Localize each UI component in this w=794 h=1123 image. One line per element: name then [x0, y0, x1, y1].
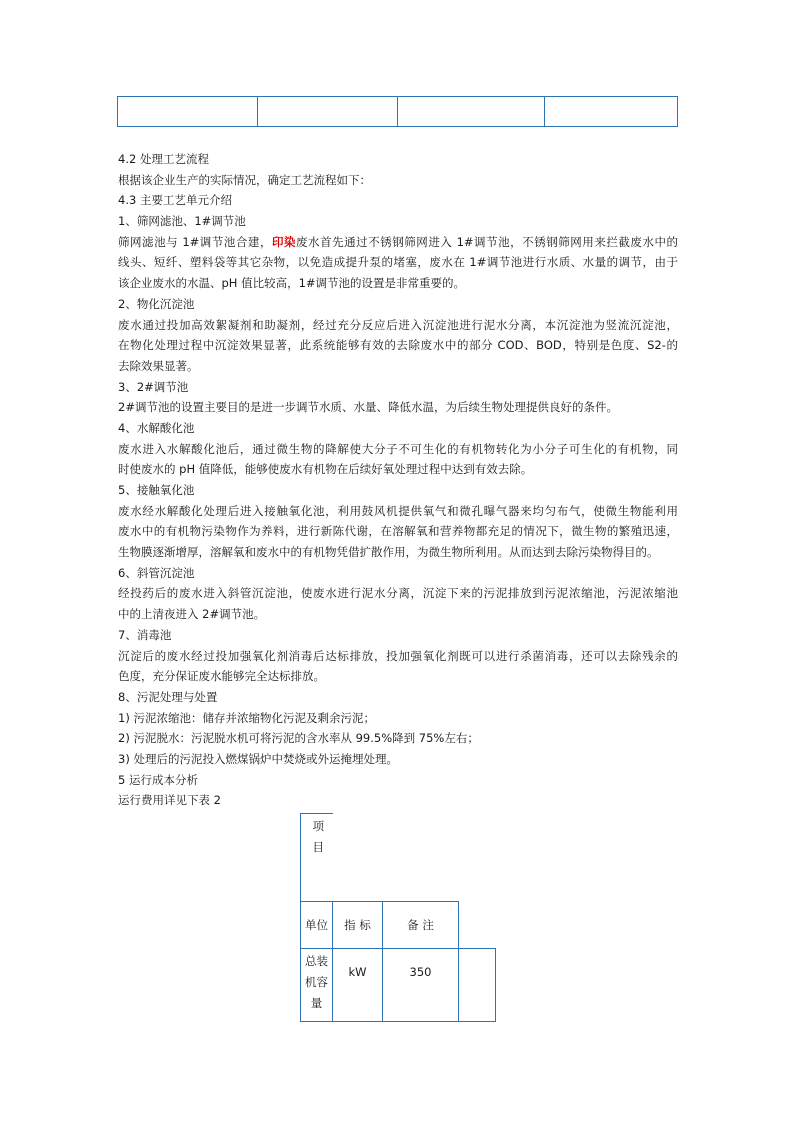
top-table-cell [397, 97, 545, 127]
table-row-label: 总装 机容 量 [301, 949, 333, 1022]
text-line: 2、物化沉淀池 [118, 296, 195, 311]
text-line: 在物化处理过程中沉淀效果显著，此系统能够有效的去除废水中的部分 COD、BOD，特别是色度、S2-的 [118, 338, 678, 353]
text-line: 4、水解酸化池 [118, 420, 195, 435]
text-line: 7、消毒池 [118, 627, 172, 642]
text-segment: 筛网滤池与 1#调节池合建， [118, 234, 272, 249]
table-col-note: 备 注 [383, 902, 459, 949]
table-row-extra [459, 949, 496, 1022]
text-line: 2) 污泥脱水：污泥脱水机可将污泥的含水率从 99.5%降到 75%左右； [118, 731, 479, 746]
text-line: 废水通过投加高效絮凝剂和助凝剂，经过充分反应后进入沉淀池进行泥水分离，本沉淀池为竖流沉淀池， [118, 317, 678, 332]
table-header-item: 项 目 [301, 814, 333, 902]
text-line [118, 232, 678, 253]
text-line: 时使废水的 pH 值降低，能够使废水有机物在后续好氧处理过程中达到有效去除。 [118, 462, 533, 477]
text-line: 1、筛网滤池、1#调节池 [118, 214, 246, 229]
table-row-value: 350 [383, 949, 459, 1022]
text-line: 3、2#调节池 [118, 379, 189, 394]
highlighted-term: 印染 [271, 234, 297, 249]
document-body [118, 149, 678, 811]
table-row-unit: kW [333, 949, 383, 1022]
top-table [117, 96, 678, 127]
text-line: 沉淀后的废水经过投加强氧化剂消毒后达标排放，投加强氧化剂既可以进行杀菌消毒，还可以去除残余的 [118, 648, 678, 663]
text-segment: 废水首先通过不锈钢筛网进入 1#调节池，不锈钢筛网用来拦截废水中的 [296, 234, 678, 249]
top-table-cell [257, 97, 397, 127]
text-line: 2#调节池的设置主要目的是进一步调节水质、水量、降低水温，为后续生物处理提供良好的条件。 [118, 400, 618, 415]
top-table-cell [118, 97, 258, 127]
text-line: 4.3 主要工艺单元介绍 [118, 193, 232, 208]
text-line: 5 运行成本分析 [118, 772, 198, 787]
text-line: 经投药后的废水进入斜管沉淀池，使废水进行泥水分离，沉淀下来的污泥排放到污泥浓缩池，污泥浓缩池 [118, 586, 678, 601]
text-line: 中的上清夜进入 2#调节池。 [118, 607, 266, 622]
text-line: 根据该企业生产的实际情况，确定工艺流程如下： [118, 172, 371, 187]
text-line: 8、污泥处理与处置 [118, 689, 218, 704]
text-line: 1) 污泥浓缩池：储存并浓缩物化污泥及剩余污泥； [118, 710, 375, 725]
text-line: 去除效果显著。 [118, 358, 199, 373]
operating-cost-table [300, 813, 496, 1022]
text-line: 5、接触氧化池 [118, 483, 195, 497]
table-col-unit: 单位 [301, 902, 333, 949]
text-line: 4.2 处理工艺流程 [118, 152, 209, 166]
text-line: 该企业废水的水温、pH 值比较高，1#调节池的设置是非常重要的。 [118, 276, 466, 291]
text-line: 线头、短纤、塑料袋等其它杂物，以免造成提升泵的堵塞，废水在 1#调节池进行水质、水量的调节，由于 [118, 255, 678, 270]
text-line: 6、斜管沉淀池 [118, 565, 195, 580]
top-table-cell [545, 97, 678, 127]
text-line: 生物膜逐渐增厚，溶解氧和废水中的有机物凭借扩散作用，为微生物所利用。从而达到去除污染物得目的。 [118, 545, 659, 560]
text-line: 色度，充分保证废水能够完全达标排放。 [118, 669, 325, 684]
text-line: 废水经水解酸化处理后进入接触氧化池，利用鼓风机提供氧气和微孔曝气器来均匀布气，使微生物能利用 [118, 503, 678, 518]
text-line: 3) 处理后的污泥投入燃煤锅炉中焚烧或外运掩埋处理。 [118, 751, 398, 766]
text-line: 废水中的有机物污染物作为养料，进行新陈代谢，在溶解氧和营养物都充足的情况下，微生物的繁殖迅速， [118, 524, 678, 539]
table-col-index: 指 标 [333, 902, 383, 949]
text-line: 运行费用详见下表 2 [118, 793, 221, 808]
text-line: 废水进入水解酸化池后，通过微生物的降解使大分子不可生化的有机物转化为小分子可生化的有机物，同 [118, 441, 678, 456]
